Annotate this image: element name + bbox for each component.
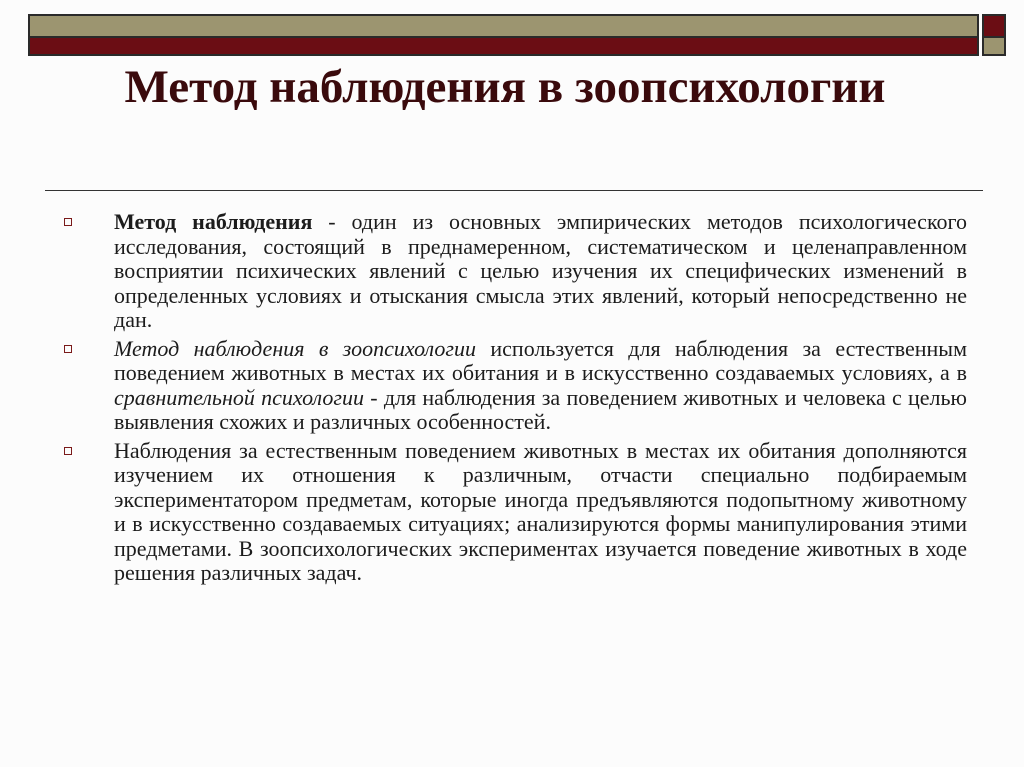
term-italic: Метод наблюдения в зоопсихологии xyxy=(114,335,476,361)
square-bullet-icon xyxy=(64,447,72,455)
slide-title: Метод наблюдения в зоопсихологии xyxy=(124,61,886,113)
header-bar-olive xyxy=(28,14,979,38)
bullet-text: используется для наблюдения за естественным поведением животных в местах их обитания и в искусственно создаваемых условиях, а в xyxy=(114,335,967,385)
term-italic: сравнительной психологии xyxy=(114,384,364,410)
square-bullet-icon xyxy=(64,345,72,353)
bullet-list xyxy=(62,210,967,590)
bullet-item-3 xyxy=(62,439,967,586)
bullet-text: Наблюдения за естественным поведением животных в местах их обитания дополняются изучением их отношения к различным, отчасти специально подбираемым экспериментатором предметам, которые иногда предъявляются подопытному животному и в искусственно создаваемых ситуациях; анализируются формы манипулирования этими предметами. В зоопсихологических экспериментах изучается поведение животных в ходе решения различных задач. xyxy=(114,437,967,585)
bullet-text: - для наблюдения за поведением животных и человека с целью выявления схожих и различных особенностей. xyxy=(114,384,967,434)
corner-square-olive xyxy=(982,38,1006,56)
bullet-item-2 xyxy=(62,337,967,435)
square-bullet-icon xyxy=(64,218,72,226)
bullet-text: - один из основных эмпирических методов психологического исследования, состоящий в преднамеренном, систематическом и целенаправленном восприятии психических явлений с целью изучения их специфических изменений в определенных условиях и отыскания смысла этих явлений, который непосредственно не дан. xyxy=(114,209,967,332)
term-bold: Метод наблюдения xyxy=(114,209,313,234)
bullet-item-1 xyxy=(62,210,967,333)
title-divider xyxy=(45,190,983,191)
corner-square-maroon xyxy=(982,14,1006,38)
